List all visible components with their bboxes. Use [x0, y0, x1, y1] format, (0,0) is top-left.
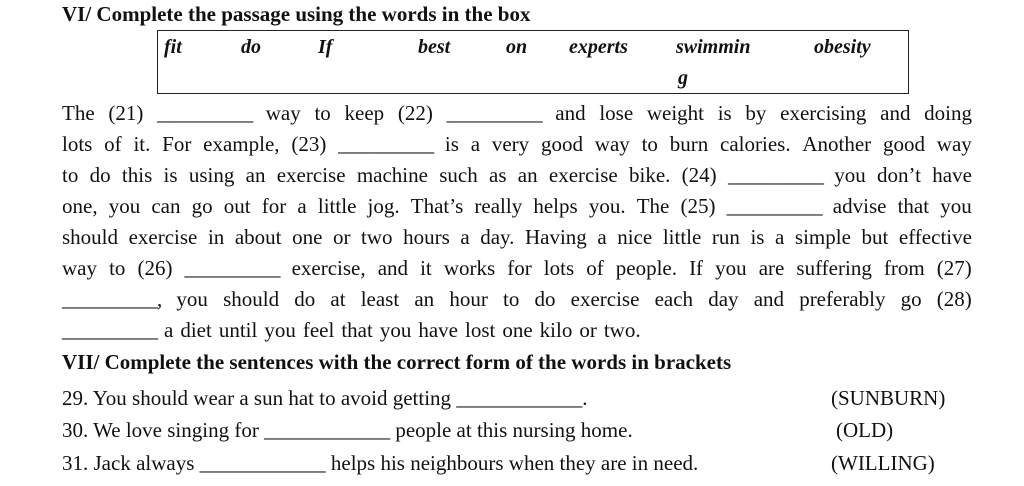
passage-word: effective: [898, 225, 972, 249]
passage-word: one,: [62, 194, 98, 218]
passage-word: but: [861, 225, 889, 249]
word-box-item: g: [678, 67, 688, 89]
answer-blank: __________,: [62, 287, 162, 311]
passage-word: go: [191, 194, 213, 218]
passage-word: way: [936, 132, 972, 156]
passage-word: keep: [344, 101, 385, 125]
passage-word: (28): [936, 287, 972, 311]
passage-word: to: [502, 287, 520, 311]
word-box-item: swimmin: [676, 36, 751, 58]
word-box-item: best: [418, 36, 451, 58]
passage-word: diet: [180, 318, 212, 342]
passage-word: calories.: [720, 132, 791, 156]
passage-word: really: [474, 194, 523, 218]
passage-word: from: [883, 256, 925, 280]
word-box-item: fit: [164, 36, 182, 58]
word-box-item: experts: [569, 36, 628, 58]
passage-word: way: [594, 132, 630, 156]
passage-word: (23): [291, 132, 327, 156]
sentence-31-hint: (WILLING): [831, 451, 935, 475]
passage-word: by: [745, 101, 767, 125]
passage-word: as: [489, 163, 507, 187]
sentence-29-hint: (SUNBURN): [831, 386, 946, 410]
passage-word: Another: [802, 132, 872, 156]
passage-line: [62, 225, 972, 250]
passage-word: exercise,: [291, 256, 366, 280]
passage-word: this: [121, 163, 153, 187]
passage-word: a: [460, 225, 470, 249]
passage-word: that: [897, 194, 930, 218]
passage-word: good: [540, 132, 583, 156]
passage-word: is: [163, 163, 178, 187]
passage-word: a: [775, 225, 785, 249]
passage-word: have: [932, 163, 972, 187]
sentence-29: 29. You should wear a sun hat to avoid getting ____________.: [62, 386, 588, 410]
passage-word: nice: [617, 225, 653, 249]
passage-word: or: [332, 225, 351, 249]
passage-word: should: [62, 225, 119, 249]
passage-word: machine: [356, 163, 428, 187]
passage-word: very: [491, 132, 530, 156]
passage-word: weight: [646, 101, 704, 125]
passage-word: about: [234, 225, 282, 249]
passage-word: don’t: [877, 163, 921, 187]
passage-word: of: [104, 132, 122, 156]
passage-word: it: [420, 256, 432, 280]
passage-word: do: [89, 163, 111, 187]
passage-word: lots: [543, 256, 575, 280]
passage-word: lose: [599, 101, 634, 125]
passage-word: little: [662, 225, 702, 249]
passage-word: and: [555, 101, 586, 125]
sentence-30: 30. We love singing for ____________ people at this nursing home.: [62, 418, 633, 442]
passage-word: do: [534, 287, 556, 311]
answer-blank: __________: [726, 194, 822, 218]
passage-word: (27): [936, 256, 972, 280]
word-box-item: on: [506, 36, 528, 58]
passage-word: run: [711, 225, 740, 249]
passage-word: If: [689, 256, 704, 280]
passage-word: preferably: [799, 287, 886, 311]
passage-word: you: [834, 163, 866, 187]
passage-word: day: [708, 287, 739, 311]
passage-word: out: [223, 194, 251, 218]
answer-blank: __________: [184, 256, 280, 280]
passage-word: to: [109, 256, 126, 280]
passage-word: kilo: [539, 318, 573, 342]
passage-word: you: [108, 194, 141, 218]
passage-word: to: [314, 101, 331, 125]
passage-line: [62, 287, 972, 312]
passage-word: to: [641, 132, 658, 156]
passage-word: a: [164, 318, 174, 342]
passage-word: (24): [681, 163, 717, 187]
passage-word: or: [579, 318, 597, 342]
passage-word: (26): [137, 256, 173, 280]
passage-word: and: [753, 287, 785, 311]
passage-word: helps: [533, 194, 578, 218]
passage-word: you: [264, 318, 296, 342]
word-box-item: If: [318, 36, 333, 58]
passage-word: people.: [615, 256, 677, 280]
passage-word: using: [188, 163, 235, 187]
answer-blank: __________: [338, 132, 434, 156]
passage-word: such: [439, 163, 478, 187]
passage-word: an: [517, 163, 538, 187]
word-box-item: do: [241, 36, 261, 58]
passage-word: least: [360, 287, 400, 311]
passage-word: burn: [669, 132, 709, 156]
passage-word: exercising: [780, 101, 867, 125]
passage-word: have: [418, 318, 458, 342]
passage-word: should: [223, 287, 280, 311]
passage-word: day.: [480, 225, 515, 249]
sentence-31: 31. Jack always ____________ helps his neighbours when they are in need.: [62, 451, 699, 475]
answer-blank: __________: [727, 163, 823, 187]
passage-word: that: [341, 318, 373, 342]
passage-word: of: [586, 256, 604, 280]
passage-word: a: [470, 132, 481, 156]
passage-word: and: [377, 256, 409, 280]
passage-line: [62, 318, 972, 343]
passage-word: for: [261, 194, 287, 218]
passage-word: (25): [680, 194, 716, 218]
passage-word: for: [507, 256, 532, 280]
passage-word: are: [758, 256, 785, 280]
passage-word: doing: [924, 101, 972, 125]
section-6-heading: VI/ Complete the passage using the words in the box: [62, 2, 531, 26]
passage-word: suffering: [796, 256, 872, 280]
passage-word: you.: [588, 194, 626, 218]
passage-word: exercise: [128, 225, 198, 249]
passage-word: an: [245, 163, 266, 187]
passage-word: feel: [302, 318, 335, 342]
passage-word: do: [294, 287, 316, 311]
passage-line: [62, 163, 972, 188]
word-box: [157, 30, 909, 94]
passage-word: That’s: [410, 194, 464, 218]
passage-word: go: [900, 287, 922, 311]
answer-blank: __________: [62, 318, 157, 342]
passage-word: way: [265, 101, 301, 125]
passage-word: is: [750, 225, 765, 249]
passage-word: a: [597, 225, 607, 249]
passage-word: at: [330, 287, 346, 311]
passage-word: and: [880, 101, 911, 125]
passage-word: one: [292, 225, 323, 249]
passage-word: The: [636, 194, 670, 218]
passage-word: can: [151, 194, 181, 218]
passage-word: you: [940, 194, 972, 218]
passage-word: exercise: [276, 163, 346, 187]
answer-blank: __________: [446, 101, 542, 125]
passage-word: is: [717, 101, 732, 125]
passage-word: good: [882, 132, 925, 156]
passage-word: you: [176, 287, 208, 311]
passage-word: lots: [62, 132, 93, 156]
passage-word: hour: [449, 287, 488, 311]
passage-word: until: [218, 318, 258, 342]
passage-word: you: [379, 318, 412, 342]
passage-word: works: [443, 256, 496, 280]
sentence-30-hint: (OLD): [836, 418, 894, 442]
passage-word: advise: [832, 194, 887, 218]
passage-word: exercise: [570, 287, 640, 311]
passage-word: (21): [108, 101, 144, 125]
passage-word: Having: [524, 225, 587, 249]
passage-word: (22): [397, 101, 433, 125]
passage-word: jog.: [367, 194, 400, 218]
passage-word: way: [62, 256, 97, 280]
passage-line: [62, 101, 972, 126]
passage-word: exercise: [548, 163, 618, 187]
passage-word: is: [444, 132, 459, 156]
passage-word: hours: [403, 225, 450, 249]
passage-word: simple: [794, 225, 851, 249]
passage-word: each: [654, 287, 694, 311]
passage-word: one: [502, 318, 533, 342]
passage-word: For: [162, 132, 192, 156]
passage-word: two: [361, 225, 393, 249]
passage-line: [62, 194, 972, 219]
passage-word: it.: [133, 132, 151, 156]
passage-word: bike.: [628, 163, 671, 187]
answer-blank: __________: [157, 101, 253, 125]
passage-line: [62, 256, 972, 281]
word-box-item: obesity: [814, 36, 871, 58]
passage-word: example,: [203, 132, 280, 156]
passage-word: two.: [603, 318, 641, 342]
section-7-heading: VII/ Complete the sentences with the correct form of the words in brackets: [62, 350, 732, 374]
passage-word: a: [297, 194, 307, 218]
passage-word: lost: [464, 318, 496, 342]
passage-word: you: [715, 256, 747, 280]
passage-line: [62, 132, 972, 157]
passage-word: The: [62, 101, 95, 125]
passage-word: little: [317, 194, 357, 218]
passage-word: in: [207, 225, 225, 249]
passage-word: an: [414, 287, 435, 311]
passage-word: to: [62, 163, 79, 187]
